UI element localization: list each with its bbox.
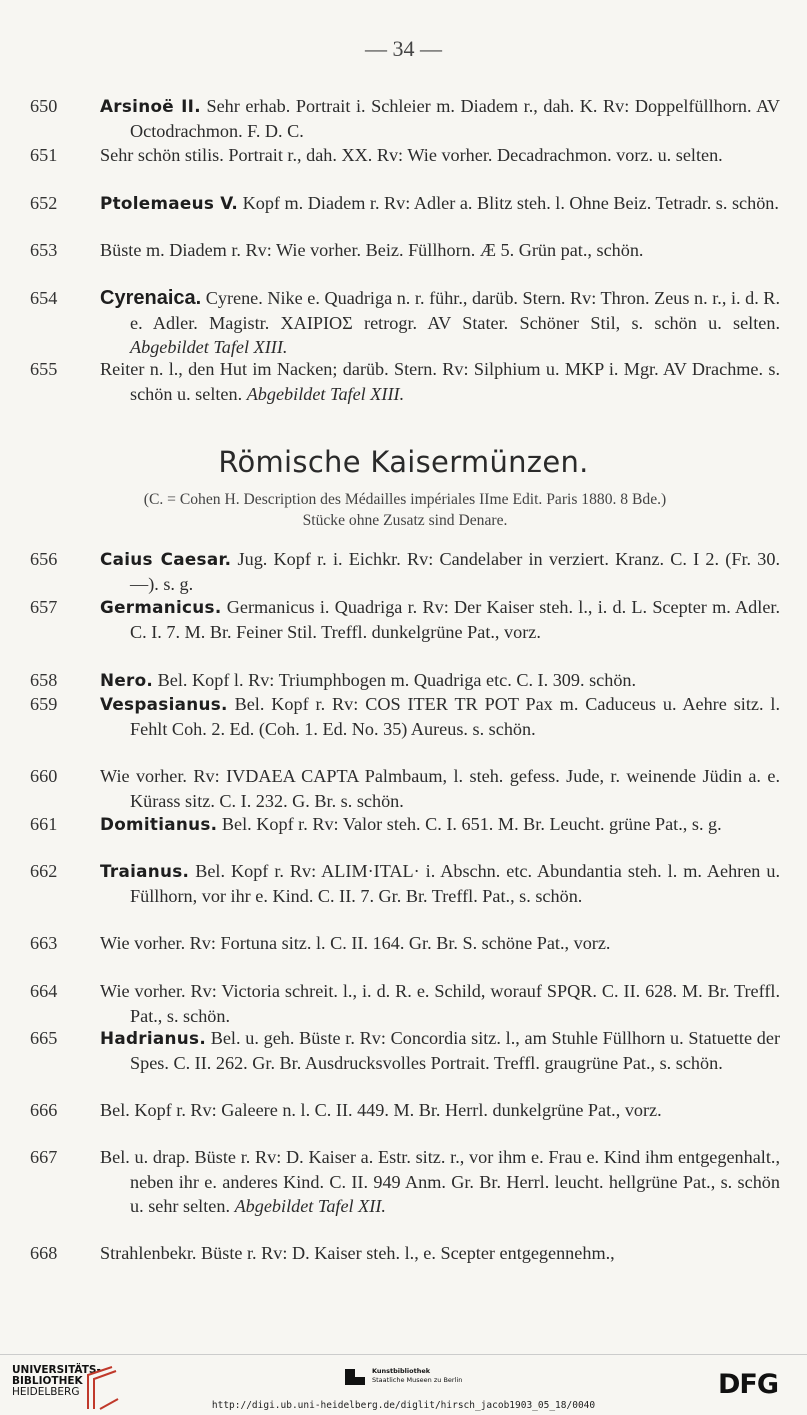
entry-text <box>100 286 780 360</box>
entry-text <box>100 357 780 406</box>
entry-description: Bel. u. drap. Büste r. Rv: D. Kaiser a. Estr. sitz. r., vor ihm e. Frau e. Kind ihm entgegenhalt., neben ihr e. anderes Kind. C. II. 949 Anm. Gr. Br. Herrl. leucht. hellgrüne Pat., s. schön u. sehr selten. <box>100 1147 780 1217</box>
entry-text <box>100 143 780 168</box>
entry-heading: Hadrianus. <box>100 1028 206 1048</box>
entry-number: 667 <box>30 1147 58 1167</box>
entry-number: 657 <box>30 597 58 617</box>
plate-reference: Abgebildet Tafel XIII. <box>246 383 405 404</box>
catalog-entry <box>30 859 780 908</box>
entry-text <box>100 668 780 693</box>
entry-description: Wie vorher. Rv: IVDAEA CAPTA Palmbaum, l. steh. gefess. Jude, r. weinende Jüdin a. e. Kürass sitz. C. I. 232. G. Br. s. schön. <box>100 766 780 811</box>
reference-note-line1: (C. = Cohen H. Description des Médailles impériales IIme Edit. Paris 1880. 8 Bde.) <box>143 491 667 508</box>
entry-number: 661 <box>30 814 58 834</box>
entry-text <box>100 812 780 837</box>
entry-number: 650 <box>30 96 58 116</box>
entry-heading: Ptolemaeus V. <box>100 193 239 213</box>
entry-description: Bel. Kopf r. Rv: Galeere n. l. C. II. 449. M. Br. Herrl. dunkelgrüne Pat., vorz. <box>100 1100 662 1120</box>
plate-reference: Abgebildet Tafel XII. <box>234 1196 386 1217</box>
entry-text <box>100 191 780 216</box>
entry-description: Reiter n. l., den Hut im Nacken; darüb. Stern. Rv: Silphium u. MKP i. Mgr. AV Drachme. s. schön u. selten. <box>100 359 780 404</box>
entry-text <box>100 1026 780 1075</box>
entry-description: Jug. Kopf r. i. Eichkr. Rv: Candelaber in verziert. Kranz. C. I 2. (Fr. 30.—). s. g. <box>130 549 780 594</box>
entry-description: Cyrene. Nike e. Quadriga n. r. führ., darüb. Stern. Rv: Thron. Zeus n. r., i. d. R. e. Adler. Magistr. ΧΑΙΡΙΟΣ retrogr. AV Stater. Schöner Stil, s. schön u. selten. <box>130 288 780 333</box>
entry-number: 659 <box>30 694 58 714</box>
catalog-entry <box>30 764 780 813</box>
ub-logo-line2: BIBLIOTHEK <box>12 1375 83 1387</box>
entry-description: Wie vorher. Rv: Fortuna sitz. l. C. II. 164. Gr. Br. S. schöne Pat., vorz. <box>100 933 611 953</box>
ub-logo-line1: UNIVERSITÄTS- <box>12 1364 101 1376</box>
plate-reference: Abgebildet Tafel XIII. <box>130 337 288 358</box>
entry-description: Bel. Kopf r. Rv: COS ITER TR POT Pax m. Caduceus u. Aehre sitz. l. Fehlt Coh. 2. Ed. (Coh. 1. Ed. No. 35) Aureus. s. schön. <box>130 694 780 739</box>
entry-description: Wie vorher. Rv: Victoria schreit. l., i. d. R. e. Schild, worauf SPQR. C. II. 628. M. Br. Treffl. Pat., s. schön. <box>100 981 780 1026</box>
catalog-entry <box>30 668 780 693</box>
entry-heading: Germanicus. <box>100 597 222 617</box>
entry-description: Bel. Kopf l. Rv: Triumphbogen m. Quadriga etc. C. I. 309. schön. <box>153 670 637 690</box>
entry-number: 654 <box>30 288 58 308</box>
catalog-entry <box>30 979 780 1028</box>
reference-note-line2: Stücke ohne Zusatz sind Denare. <box>302 512 508 529</box>
entry-text <box>100 931 780 956</box>
entry-number: 658 <box>30 670 58 690</box>
entry-description: Sehr schön stilis. Portrait r., dah. XX. Rv: Wie vorher. Decadrachmon. vorz. u. selten. <box>100 145 723 165</box>
entry-text <box>100 1145 780 1219</box>
entry-number: 665 <box>30 1028 58 1048</box>
permalink-url[interactable]: http://digi.ub.uni-heidelberg.de/diglit/hirsch_jacob1903_05_18/0040 <box>211 1400 596 1411</box>
catalog-entry <box>30 238 780 263</box>
entry-description: Büste m. Diadem r. Rv: Wie vorher. Beiz. Füllhorn. Æ 5. Grün pat., schön. <box>100 240 644 260</box>
entry-number: 653 <box>30 240 58 260</box>
entry-number: 656 <box>30 549 58 569</box>
entry-number: 652 <box>30 193 58 213</box>
catalog-entry <box>30 1098 780 1123</box>
entry-number: 655 <box>30 359 58 379</box>
kunstbibliothek-logo-icon <box>343 1367 367 1389</box>
entry-text <box>100 547 780 596</box>
kunstbibliothek-line2: Staatliche Museen zu Berlin <box>372 1376 463 1384</box>
entry-number: 660 <box>30 766 58 786</box>
catalog-entry <box>30 1026 780 1075</box>
entry-text <box>100 595 780 644</box>
catalog-entry <box>30 547 780 596</box>
kunstbibliothek-label <box>372 1367 462 1385</box>
catalog-entry <box>30 286 780 360</box>
entry-description: Bel. Kopf r. Rv: Valor steh. C. I. 651. M. Br. Leucht. grüne Pat., s. g. <box>217 814 722 834</box>
entry-description: Kopf m. Diadem r. Rv: Adler a. Blitz steh. l. Ohne Beiz. Tetradr. s. schön. <box>238 193 779 213</box>
entry-text <box>100 94 780 143</box>
catalog-entry <box>30 812 780 837</box>
entry-heading: Cyrenaica. <box>100 287 202 309</box>
entry-description: Strahlenbekr. Büste r. Rv: D. Kaiser steh. l., e. Scepter entgegennehm., <box>100 1243 615 1263</box>
entry-text <box>100 238 780 263</box>
dfg-logo: DFG <box>718 1369 779 1400</box>
entry-description: Germanicus i. Quadriga r. Rv: Der Kaiser steh. l., i. d. L. Scepter m. Adler. C. I. 7. M. Br. Feiner Stil. Treffl. dunkelgrüne Pat., vorz. <box>130 597 780 642</box>
entry-description: Bel. Kopf r. Rv: ALIM·ITAL· i. Abschn. etc. Abundantia steh. l. m. Aehren u. Füllhorn, vor ihr e. Kind. C. II. 7. Gr. Br. Treffl. Pat., s. schön. <box>130 861 780 906</box>
entry-heading: Domitianus. <box>100 814 218 834</box>
catalog-entry <box>30 931 780 956</box>
entry-text <box>100 1098 780 1123</box>
catalog-entry <box>30 595 780 644</box>
section-title: Römische Kaisermünzen. <box>218 445 589 479</box>
ub-logo-line3: HEIDELBERG <box>12 1386 80 1398</box>
kunstbibliothek-line1: Kunstbibliothek <box>372 1367 431 1375</box>
entry-text <box>100 764 780 813</box>
entry-heading: Arsinoë II. <box>100 96 201 116</box>
entry-text <box>100 1241 780 1266</box>
entry-heading: Nero. <box>100 670 154 690</box>
catalog-entry <box>30 1241 780 1266</box>
entry-number: 666 <box>30 1100 58 1120</box>
catalog-entry <box>30 143 780 168</box>
catalog-entry <box>30 94 780 143</box>
entry-number: 663 <box>30 933 58 953</box>
entry-heading: Caius Caesar. <box>100 549 232 569</box>
entry-number: 664 <box>30 981 58 1001</box>
entry-heading: Traianus. <box>100 861 190 881</box>
entry-number: 662 <box>30 861 58 881</box>
entry-text <box>100 692 780 741</box>
entry-text <box>100 979 780 1028</box>
catalog-entry <box>30 357 780 406</box>
reference-note <box>40 489 770 531</box>
page-number: — 34 — <box>365 36 442 61</box>
catalog-entry <box>30 1145 780 1219</box>
entry-number: 668 <box>30 1243 58 1263</box>
entry-heading: Vespasianus. <box>100 694 228 714</box>
catalog-entry <box>30 692 780 741</box>
entry-description: Sehr erhab. Portrait i. Schleier m. Diadem r., dah. K. Rv: Doppelfüllhorn. AV Octodrachmon. F. D. C. <box>130 96 780 141</box>
entry-description: Bel. u. geh. Büste r. Rv: Concordia sitz. l., am Stuhle Füllhorn u. Statuette der Spes. C. II. 262. Gr. Br. Ausdrucksvolles Portrait. Treffl. graugrüne Pat., s. schön. <box>130 1028 780 1073</box>
entry-text <box>100 859 780 908</box>
entry-number: 651 <box>30 145 58 165</box>
catalog-entry <box>30 191 780 216</box>
